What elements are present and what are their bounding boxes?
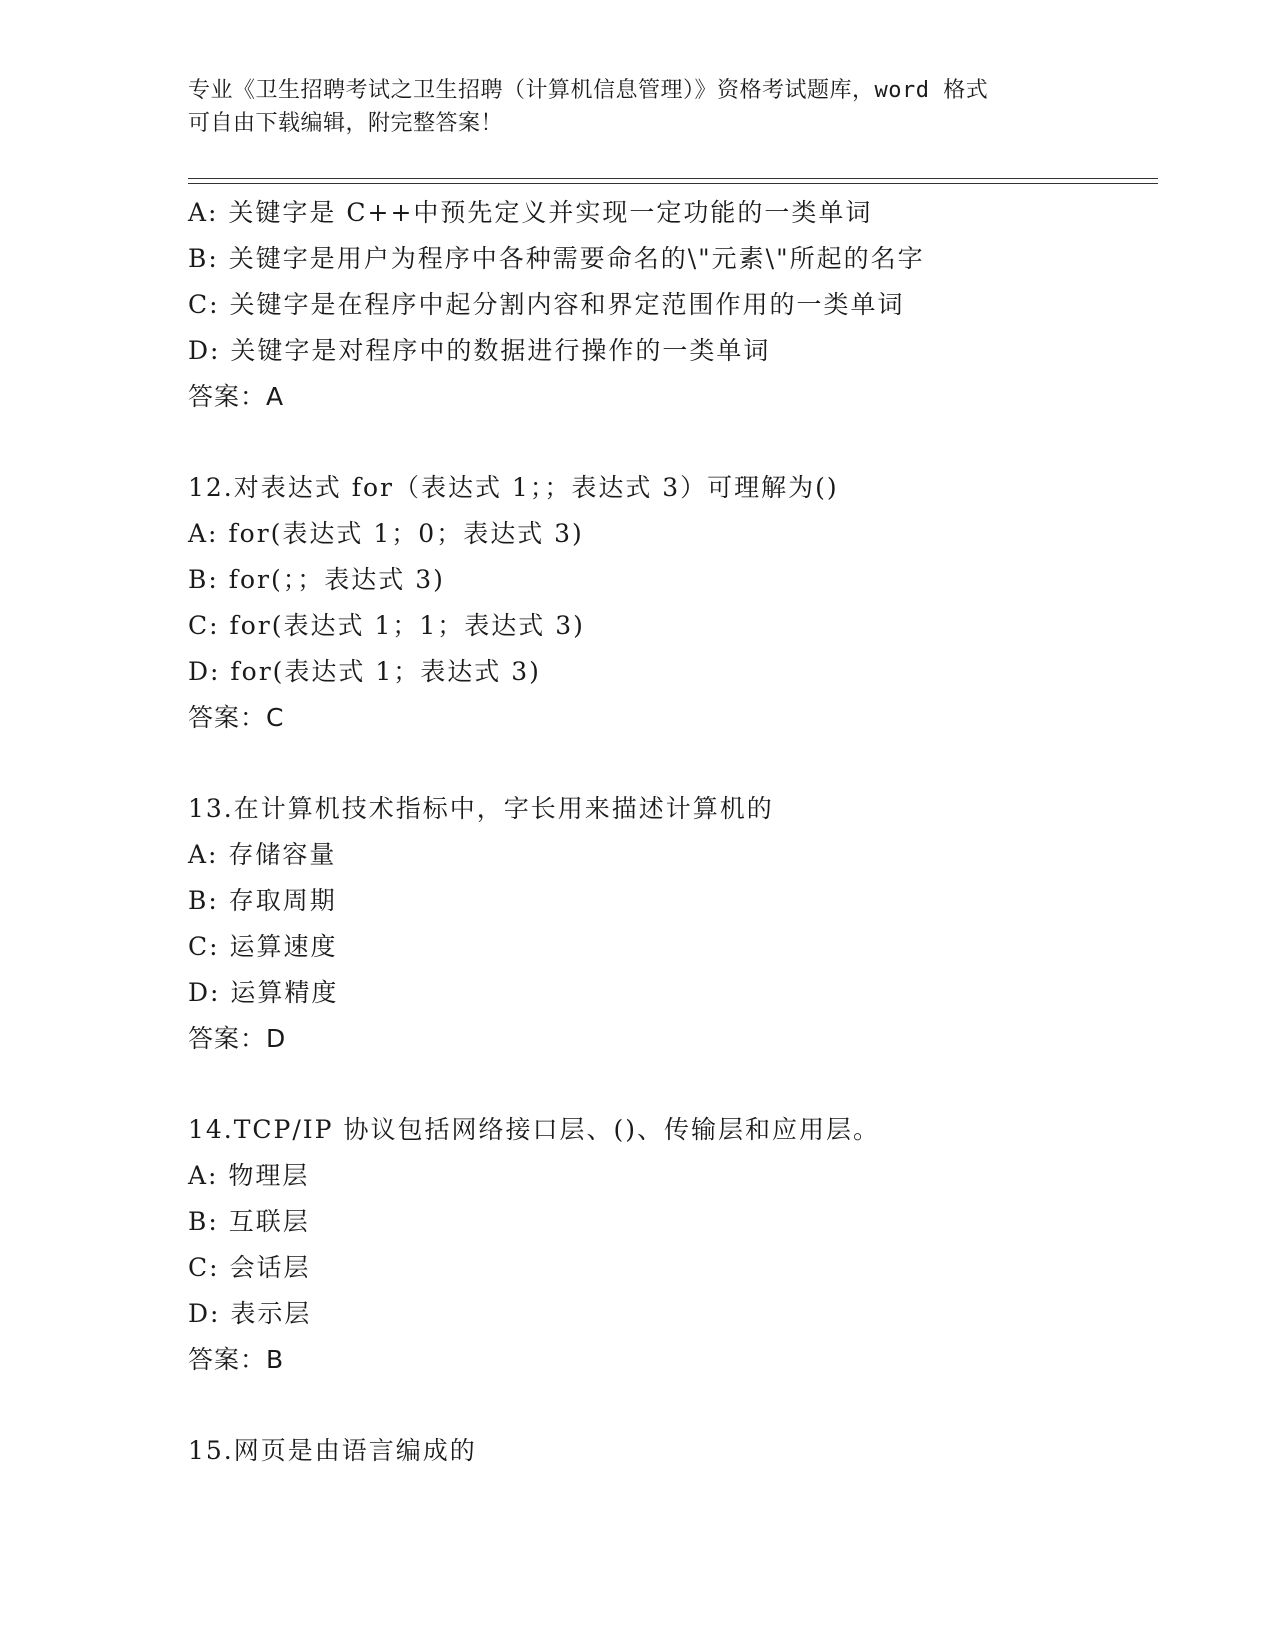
question-title: 15.网页是由语言编成的	[188, 1436, 477, 1465]
option-c: C: 关键字是在程序中起分割内容和界定范围作用的一类单词	[188, 290, 905, 319]
option-a: A: 关键字是 C++中预先定义并实现一定功能的一类单词	[188, 198, 873, 227]
question-block-12	[188, 465, 1158, 741]
question-block-13	[188, 786, 1158, 1062]
answer-line: 答案：D	[188, 1024, 287, 1053]
option-b: B: for(；；表达式 3)	[188, 565, 445, 594]
option-c: C: for(表达式 1；1；表达式 3)	[188, 611, 585, 640]
answer-line: 答案：B	[188, 1345, 285, 1374]
option-a: A: for(表达式 1；0；表达式 3)	[188, 519, 584, 548]
option-c: C: 运算速度	[188, 932, 338, 961]
answer-line: 答案：C	[188, 703, 285, 732]
option-a: A: 物理层	[188, 1161, 310, 1190]
option-a: A: 存储容量	[188, 840, 337, 869]
option-d: D: 表示层	[188, 1299, 312, 1328]
document-header	[188, 74, 1088, 140]
option-c: C: 会话层	[188, 1253, 311, 1282]
option-d: D: 运算精度	[188, 978, 339, 1007]
option-b: B: 存取周期	[188, 886, 337, 915]
question-title: 13.在计算机技术指标中，字长用来描述计算机的	[188, 794, 774, 823]
question-block-14	[188, 1107, 1158, 1383]
question-block-11	[188, 190, 1158, 420]
question-title: 12.对表达式 for（表达式 1；；表达式 3）可理解为()	[188, 473, 839, 502]
question-list	[188, 190, 1158, 1474]
question-title: 14.TCP/IP 协议包括网络接口层、()、传输层和应用层。	[188, 1115, 880, 1144]
option-d: D: 关键字是对程序中的数据进行操作的一类单词	[188, 336, 771, 365]
question-block-15	[188, 1428, 1158, 1474]
option-b: B: 关键字是用户为程序中各种需要命名的\"元素\"所起的名字	[188, 244, 925, 273]
header-line-2: 可自由下载编辑，附完整答案！	[188, 111, 504, 136]
answer-line: 答案：A	[188, 382, 285, 411]
option-d: D: for(表达式 1；表达式 3)	[188, 657, 541, 686]
header-divider-bottom	[188, 183, 1158, 184]
option-b: B: 互联层	[188, 1207, 310, 1236]
header-line-1: 专业《卫生招聘考试之卫生招聘（计算机信息管理）》资格考试题库，word 格式	[188, 78, 989, 103]
header-divider-top	[188, 178, 1158, 179]
